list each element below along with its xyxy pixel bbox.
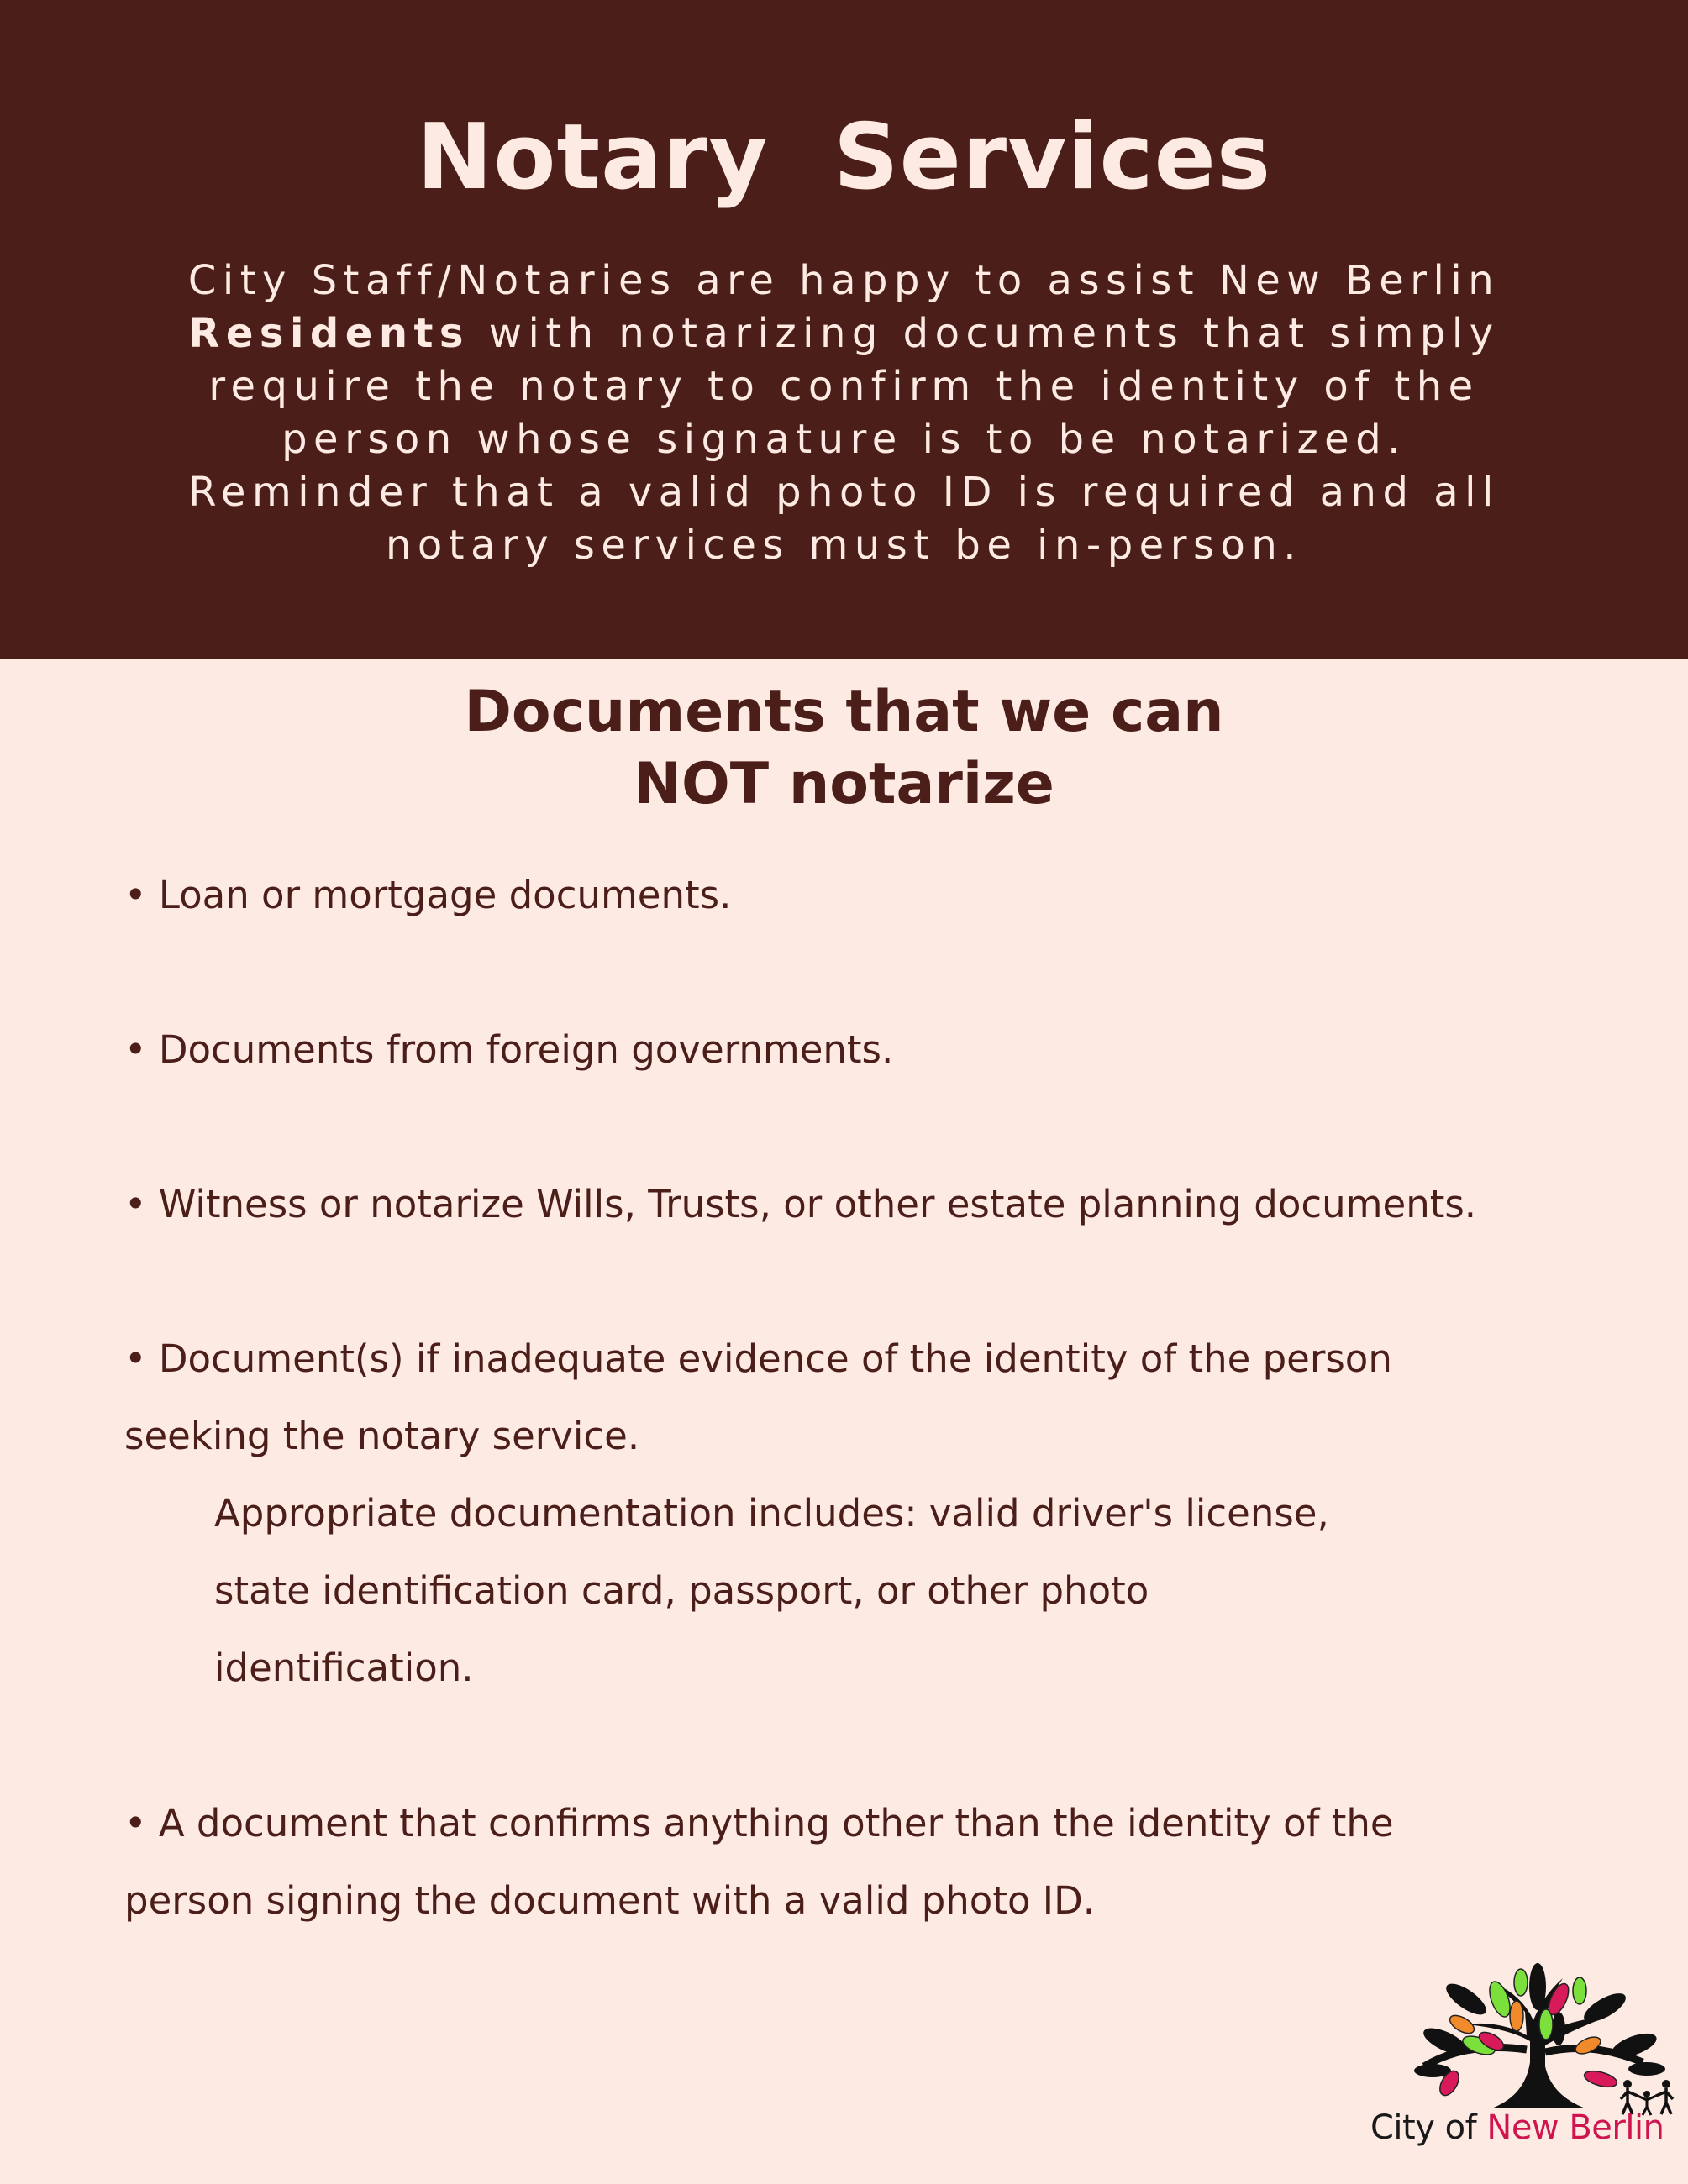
intro-line: notary services must be in-person.: [385, 522, 1302, 569]
list-sub-line: Appropriate documentation includes: valid driver's license,: [214, 1491, 1329, 1536]
intro-paragraph: [0, 255, 1688, 572]
residents-emphasis: Residents: [188, 310, 470, 357]
logo-wordmark: City of New Berlin: [1370, 2108, 1664, 2147]
intro-line: require the notary to confirm the identity of the: [208, 363, 1480, 410]
list-item: • Loan or mortgage documents.: [124, 873, 732, 917]
list-item: • A document that confirms anything other than the identity of the person signing the document with a valid photo ID.: [124, 1801, 1394, 1923]
city-logo: [1365, 1961, 1688, 2184]
intro-line: Residents with notarizing documents that simply: [188, 310, 1500, 357]
page-title: Notary Services: [416, 105, 1272, 210]
list-sub-line: state identification card, passport, or other photo: [214, 1568, 1149, 1613]
list-sub-line: identification.: [214, 1646, 474, 1690]
list-item: • Documents from foreign governments.: [124, 1027, 894, 1072]
intro-line: City Staff/Notaries are happy to assist New Berlin: [187, 257, 1501, 304]
header-banner: [0, 0, 1688, 659]
list-item: • Document(s) if inadequate evidence of the identity of the person seeking the notary service. Appropriate documentation includes: valid driver's license, state identification card, passport, or other photo identification.: [124, 1320, 1392, 1707]
list-item: • Witness or notarize Wills, Trusts, or other estate planning documents.: [124, 1182, 1477, 1226]
section-heading: Documents that we can NOT notarize: [464, 679, 1224, 817]
intro-line: person whose signature is to be notarized.: [281, 416, 1407, 463]
intro-line: Reminder that a valid photo ID is required and all: [188, 469, 1500, 516]
